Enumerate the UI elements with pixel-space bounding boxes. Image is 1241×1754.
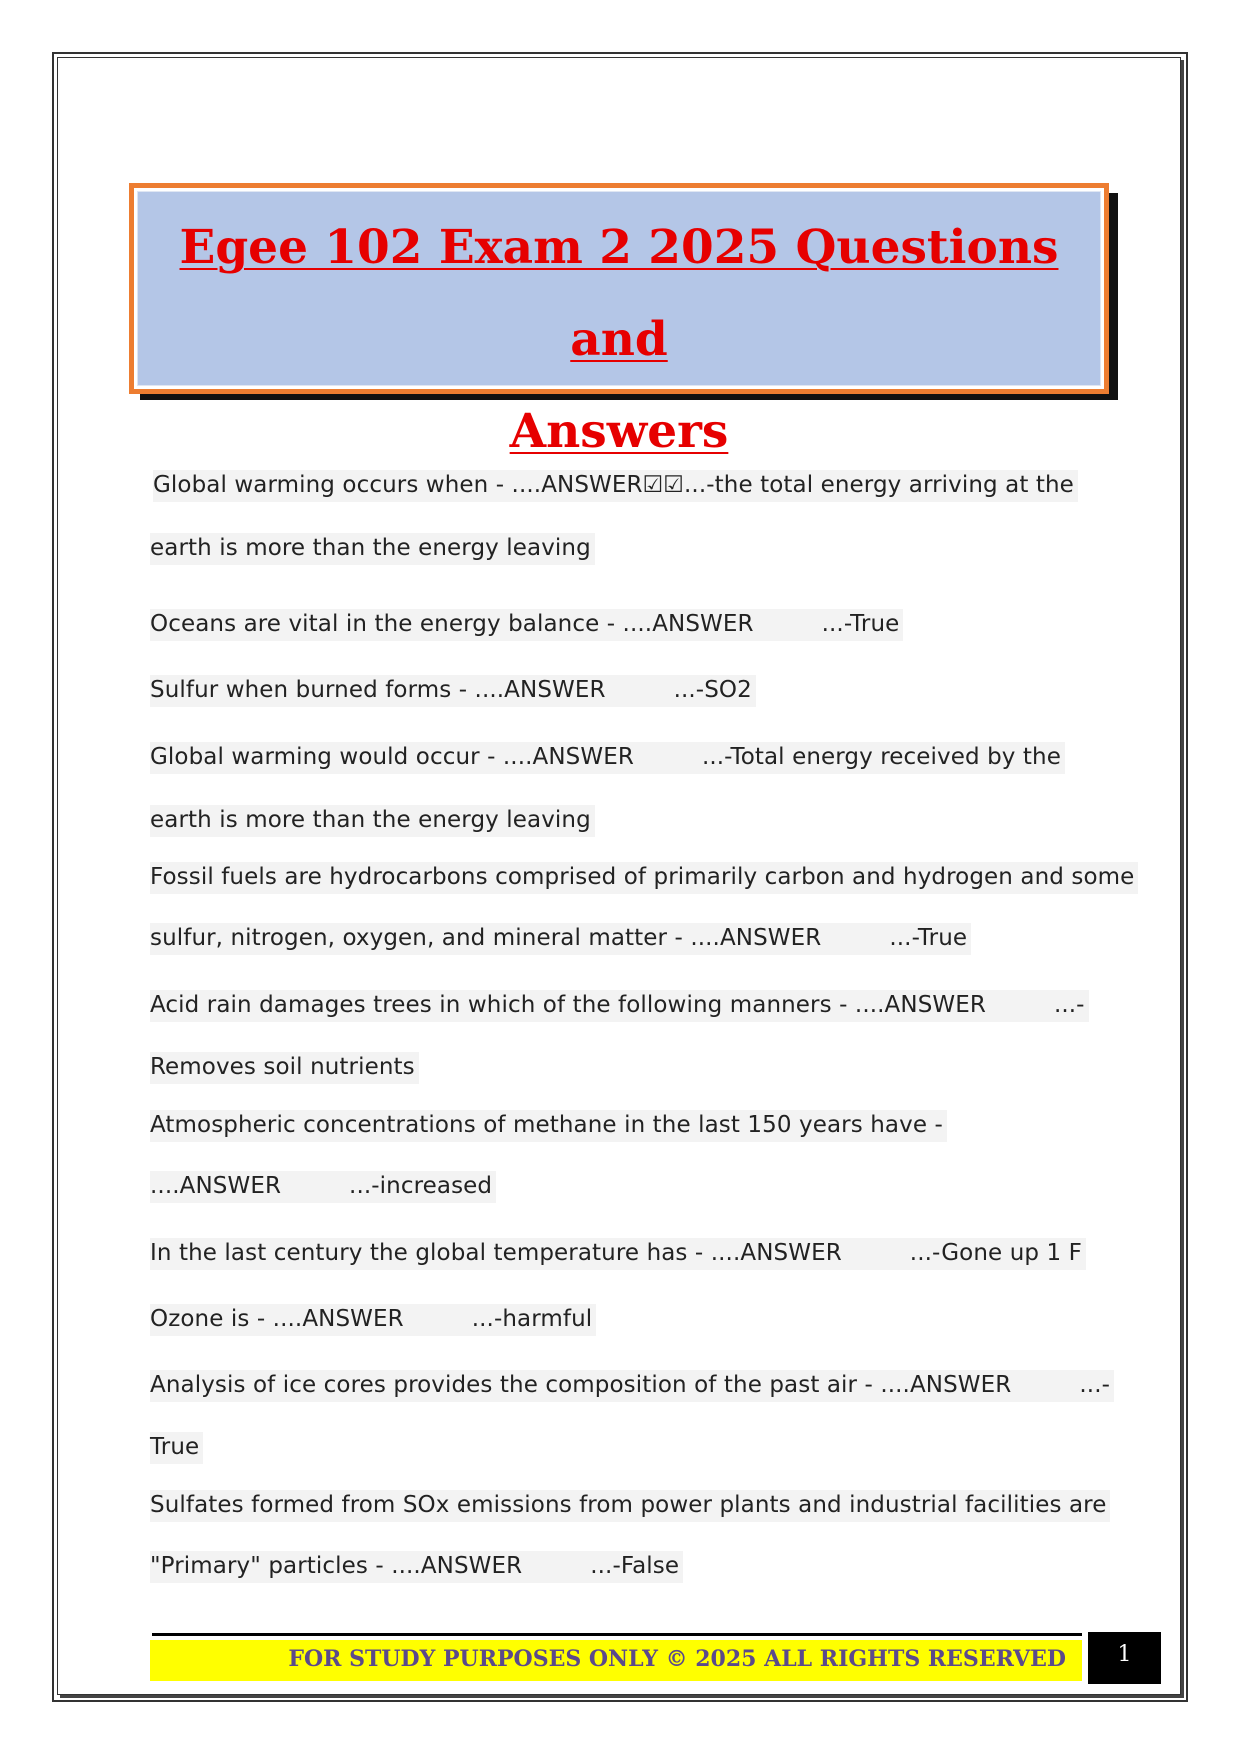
question-text: Atmospheric concentrations of methane in the last 150 years have - bbox=[150, 1110, 947, 1142]
answer-text: ...-Total energy received by the bbox=[701, 744, 1061, 770]
question-text: Global warming occurs when - ....ANSWER☑☑...-the total energy arriving at the bbox=[153, 470, 1078, 502]
question-4-continued bbox=[150, 807, 595, 833]
answer-text: earth is more than the energy leaving bbox=[150, 805, 595, 837]
question-text: Sulfur when burned forms - ....ANSWER bbox=[150, 677, 606, 703]
question-text: ....ANSWER bbox=[150, 1173, 282, 1199]
question-text: "Primary" particles - ....ANSWER bbox=[150, 1553, 523, 1579]
question-text: Global warming would occur - ....ANSWER bbox=[150, 744, 634, 770]
answer-text: earth is more than the energy leaving bbox=[150, 533, 595, 565]
answer-text: ...-True bbox=[889, 925, 968, 951]
question-1-continued bbox=[150, 535, 595, 561]
answer-text: ...-SO2 bbox=[673, 677, 752, 703]
footer-copyright: FOR STUDY PURPOSES ONLY © 2025 ALL RIGHTS RESERVED bbox=[288, 1646, 1066, 1672]
answer-text: ...- bbox=[1053, 992, 1085, 1018]
question-text: Ozone is - ....ANSWER bbox=[150, 1306, 404, 1332]
question-6 bbox=[150, 992, 1089, 1018]
question-text: Oceans are vital in the energy balance - ....ANSWER bbox=[150, 611, 754, 637]
answer-text: True bbox=[150, 1432, 203, 1464]
answer-text: Removes soil nutrients bbox=[150, 1052, 419, 1084]
question-text: sulfur, nitrogen, oxygen, and mineral matter - ....ANSWER bbox=[150, 925, 822, 951]
footer-rule bbox=[152, 1633, 1082, 1636]
question-3 bbox=[150, 677, 756, 703]
question-text: Acid rain damages trees in which of the following manners - ....ANSWER bbox=[150, 992, 986, 1018]
question-7-continued bbox=[150, 1173, 496, 1199]
question-4 bbox=[150, 744, 1065, 770]
answer-text: ...-True bbox=[821, 611, 900, 637]
question-5 bbox=[150, 864, 1138, 890]
question-11-continued bbox=[150, 1553, 683, 1579]
question-10 bbox=[150, 1372, 1114, 1398]
question-text: Analysis of ice cores provides the composition of the past air - ....ANSWER bbox=[150, 1372, 1012, 1398]
footer-bar bbox=[150, 1640, 1082, 1681]
question-7 bbox=[150, 1112, 947, 1138]
question-11 bbox=[150, 1492, 1110, 1518]
question-6-continued bbox=[150, 1054, 419, 1080]
question-text: Sulfates formed from SOx emissions from power plants and industrial facilities are bbox=[150, 1490, 1110, 1522]
answer-text: ...- bbox=[1079, 1372, 1111, 1398]
answer-text: ...-False bbox=[590, 1553, 680, 1579]
title-line-1: Egee 102 Exam 2 2025 Questions and bbox=[179, 220, 1059, 367]
title-line-2: Answers bbox=[509, 404, 729, 459]
page-number: 1 bbox=[1117, 1642, 1132, 1667]
answer-text: ...-increased bbox=[349, 1173, 493, 1199]
title-box-fill bbox=[137, 191, 1101, 459]
question-text: Fossil fuels are hydrocarbons comprised of primarily carbon and hydrogen and some bbox=[150, 862, 1138, 894]
question-1 bbox=[153, 472, 1078, 498]
question-5-continued bbox=[150, 925, 971, 951]
page-title bbox=[138, 202, 1100, 478]
page-number-box bbox=[1088, 1632, 1161, 1684]
question-10-continued bbox=[150, 1434, 203, 1460]
question-text: In the last century the global temperature has - ....ANSWER bbox=[150, 1240, 842, 1266]
answer-text: ...-harmful bbox=[471, 1306, 593, 1332]
answer-text: ...-Gone up 1 F bbox=[909, 1240, 1082, 1266]
question-2 bbox=[150, 611, 903, 637]
question-9 bbox=[150, 1306, 596, 1332]
question-8 bbox=[150, 1240, 1086, 1266]
title-box bbox=[129, 183, 1109, 459]
